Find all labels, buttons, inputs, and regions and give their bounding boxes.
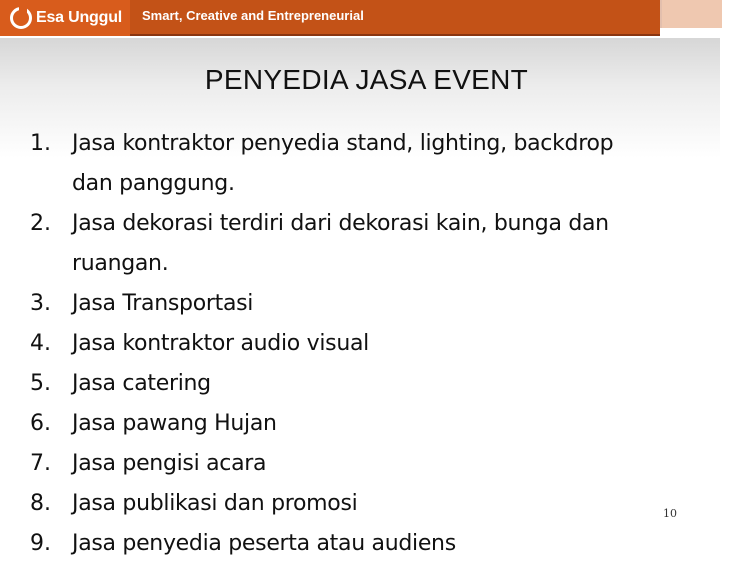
list-number: 4. (30, 331, 51, 356)
logo-text: Esa Unggul (36, 9, 123, 26)
tagline: Smart, Creative and Entrepreneurial (142, 8, 364, 23)
list-number: 8. (30, 491, 51, 516)
list-item (30, 364, 690, 404)
list-text: Jasa catering (72, 371, 211, 396)
list-text: Jasa pawang Hujan (72, 411, 277, 436)
list-text: Jasa publikasi dan promosi (72, 491, 358, 516)
list-number: 1. (30, 131, 51, 156)
list-number: 7. (30, 451, 51, 476)
list-number: 9. (30, 531, 51, 556)
list-text: Jasa penyedia peserta atau audiens (72, 531, 456, 556)
list-item (30, 124, 690, 204)
list-item (30, 524, 690, 564)
list-number: 6. (30, 411, 51, 436)
slide-title: PENYEDIA JASA EVENT (204, 64, 529, 95)
list-item (30, 284, 690, 324)
list-item (30, 444, 690, 484)
list-text: Jasa dekorasi terdiri dari dekorasi kain, bunga dan ruangan. (72, 211, 609, 276)
service-list (30, 124, 690, 564)
page-number: 10 (663, 507, 677, 520)
logo-ring-icon (10, 7, 32, 29)
list-text: Jasa kontraktor audio visual (72, 331, 369, 356)
list-text: Jasa pengisi acara (72, 451, 267, 476)
list-number: 2. (30, 211, 51, 236)
list-item (30, 404, 690, 444)
header-accent (660, 0, 722, 28)
header-band (0, 0, 720, 40)
list-text: Jasa Transportasi (72, 291, 254, 316)
list-number: 3. (30, 291, 51, 316)
list-item (30, 204, 690, 284)
list-item (30, 324, 690, 364)
logo (0, 0, 130, 36)
list-number: 5. (30, 371, 51, 396)
list-text: Jasa kontraktor penyedia stand, lighting, backdrop dan panggung. (72, 131, 614, 196)
list-item (30, 484, 690, 524)
